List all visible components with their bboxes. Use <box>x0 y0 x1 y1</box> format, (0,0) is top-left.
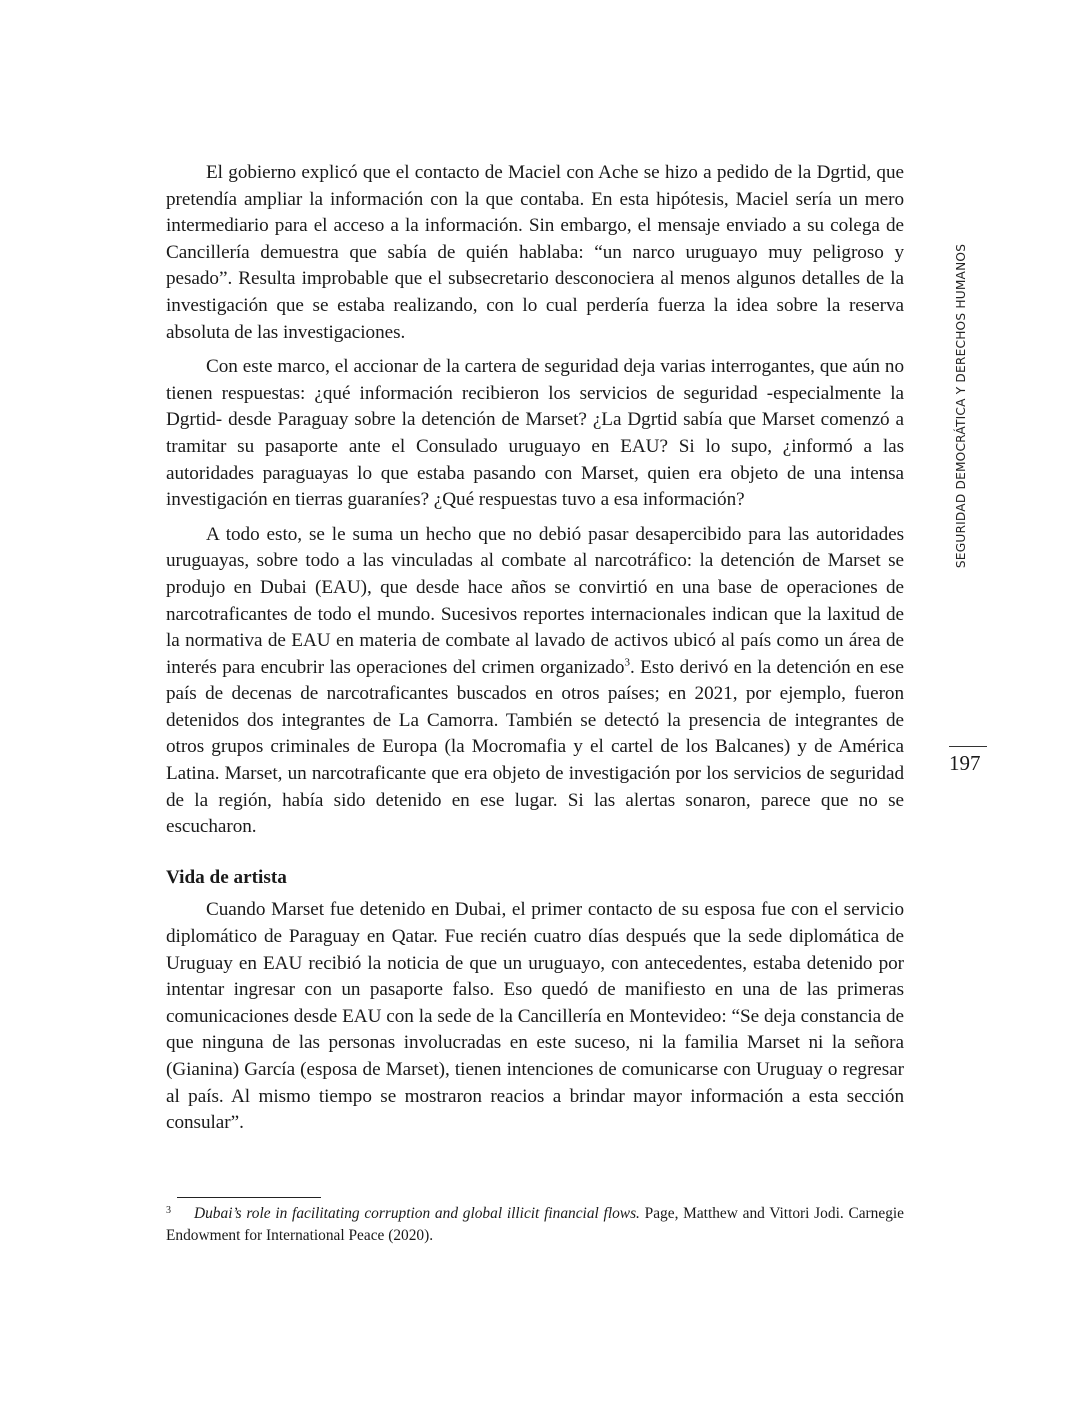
footnote <box>166 1203 904 1246</box>
paragraph-2: Con este marco, el accionar de la cartera de seguridad deja varias interrogantes, que aún no tienen respuestas: ¿qué información recibieron los servicios de seguridad -especialmente la Dgrtid- desde Paraguay sobre la detención de Marset? ¿La Dgrtid sabía que Marset comenzó a tramitar su pasaporte ante el Consulado uruguayo en EAU? Si lo supo, ¿informó a las autoridades paraguayas lo que estaba pasando con Marset, quien era objeto de una intensa investigación en tierras guaraníes? ¿Qué respuestas tuvo a esa información? <box>166 356 904 511</box>
footnote-reference[interactable]: 3 <box>624 656 630 669</box>
page-number-rule <box>949 746 987 747</box>
paragraph-3-text-b: . Esto derivó en la detención en ese país de decenas de narcotraficantes buscados en otros países; en 2021, por ejemplo, fueron detenidos dos integrantes de La Camorra. También se detectó la presencia de integrantes de otros grupos criminales de Europa (la Mocromafia y el cartel de los Balcanes) y de América Latina. Marset, un narcotraficante que era objeto de investigación por los servicios de seguridad de la región, había sido detenido en ese lugar. Si las alertas sonaron, parece que no se escucharon. <box>166 656 905 838</box>
footnote-divider <box>177 1197 321 1198</box>
page-number: 197 <box>949 751 981 775</box>
running-header <box>951 243 971 569</box>
main-text <box>166 160 904 1137</box>
footnote-title: Dubai’s role in facilitating corruption and global illicit financial flows. <box>194 1205 640 1222</box>
footnote-number: 3 <box>166 1205 171 1216</box>
paragraph-3 <box>166 522 904 841</box>
paragraph-3-text-a: A todo esto, se le suma un hecho que no debió pasar desapercibido para las autoridades uruguayas, sobre todo a las vinculadas al combate al narcotráfico: la detención de Marset se produjo en Dubai (EAU), que desde hace años se convirtió en una base de operaciones de narcotraficantes de todo el mundo. Sucesivos reportes internacionales indican que la laxitud de la normativa de EAU en materia de combate al lavado de activos ubicó al país como un área de interés para encubrir las operaciones del crimen organizado <box>166 523 904 678</box>
paragraph-1: El gobierno explicó que el contacto de Maciel con Ache se hizo a pedido de la Dgrtid, que pretendía ampliar la información con la que contaba. En esta hipótesis, Maciel sería un mero intermediario para el acceso a la información. Sin embargo, el mensaje enviado a su colega de Cancillería demuestra que sabía de quién hablaba: “un narco uruguayo muy peligroso y pesado”. Resulta improbable que el subsecretario desconociera al menos algunos detalles de la investigación que se estaba realizando, con lo cual perdería fuerza la idea sobre la reserva absoluta de las investigaciones. <box>166 162 904 343</box>
section-heading: Vida de artista <box>166 866 287 888</box>
running-header-text: SEGURIDAD DEMOCRÁTICA Y DERECHOS HUMANOS <box>954 243 968 569</box>
footnote-citation: Page, Matthew and Vittori Jodi. Carnegie Endowment for International Peace (2020). <box>166 1205 904 1244</box>
paragraph-4: Cuando Marset fue detenido en Dubai, el primer contacto de su esposa fue con el servicio diplomático de Paraguay en Qatar. Fue recién cuatro días después que la sede diplomática de Uruguay en EAU recibió la noticia de que un uruguayo, con antecedentes, estaba detenido por intentar ingresar con un pasaporte falso. Eso quedó de manifiesto en una de las primeras comunicaciones desde EAU con la sede de la Cancillería en Montevideo: “Se deja constancia de que ninguna de las personas involucradas en este suceso, ni la familia Marset ni la señora (Gianina) García (esposa de Marset), tienen intenciones de comunicarse con Uruguay o regresar al país. Al mismo tiempo se mostraron reacios a brindar mayor información a esta sección consular”. <box>166 899 904 1134</box>
